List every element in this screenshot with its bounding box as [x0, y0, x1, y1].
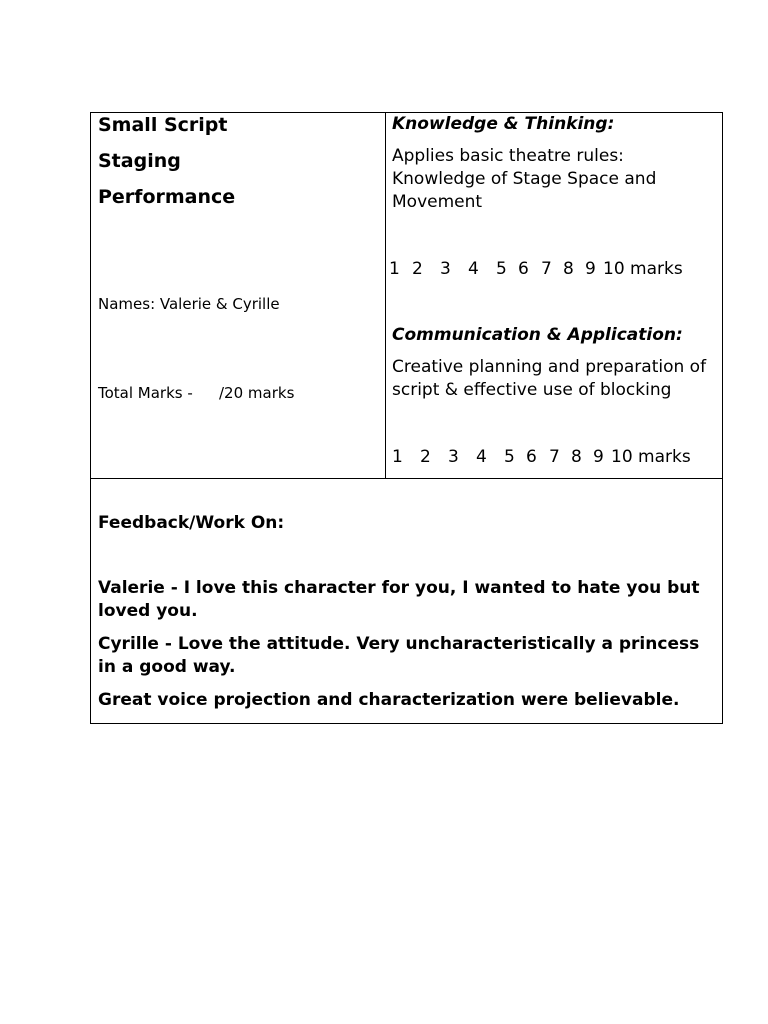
criterion-2-description: Creative planning and preparation of script & effective use of blocking [392, 357, 707, 400]
scale-mark: 5 [496, 259, 507, 279]
feedback-item: Valerie - I love this character for you, I wanted to hate you but loved you. [98, 578, 700, 621]
feedback-heading: Feedback/Work On: [98, 513, 285, 533]
scale-mark: 6 [518, 259, 529, 279]
title-line-2: Staging [98, 150, 181, 172]
feedback-item: Great voice projection and characterization were believable. [98, 690, 680, 710]
total-marks-value: /20 marks [219, 384, 295, 402]
rubric-table [90, 112, 723, 724]
scale-mark: 3 [448, 447, 459, 467]
row-divider [91, 478, 722, 479]
scale-mark: 1 [392, 447, 403, 467]
criterion-1-scale [389, 259, 683, 279]
scale-mark: 2 [420, 447, 431, 467]
scale-mark: 8 [563, 259, 574, 279]
title-line-3: Performance [98, 186, 236, 208]
scale-mark: 5 [504, 447, 515, 467]
criterion-1-description: Applies basic theatre rules: Knowledge of Stage Space and Movement [392, 146, 657, 212]
scale-mark: 9 [585, 259, 596, 279]
scale-mark: 8 [571, 447, 582, 467]
scale-mark: 7 [549, 447, 560, 467]
scale-mark: 4 [468, 259, 479, 279]
scale-mark: 1 [389, 259, 400, 279]
scale-mark: 6 [526, 447, 537, 467]
scale-mark: 10 marks [603, 259, 683, 279]
column-divider [385, 113, 386, 479]
total-marks-label: Total Marks - [98, 384, 193, 402]
scale-mark: 7 [541, 259, 552, 279]
criterion-2-heading: Communication & Application: [392, 325, 683, 345]
scale-mark: 3 [440, 259, 451, 279]
scale-mark: 2 [412, 259, 423, 279]
criterion-1-heading: Knowledge & Thinking: [392, 114, 615, 134]
student-names: Names: Valerie & Cyrille [98, 295, 280, 313]
scale-mark: 9 [593, 447, 604, 467]
feedback-item: Cyrille - Love the attitude. Very uncharacteristically a princess in a good way. [98, 634, 700, 677]
scale-mark: 10 marks [611, 447, 691, 467]
criterion-2-scale [392, 447, 691, 467]
title-line-1: Small Script [98, 114, 228, 136]
scale-mark: 4 [476, 447, 487, 467]
